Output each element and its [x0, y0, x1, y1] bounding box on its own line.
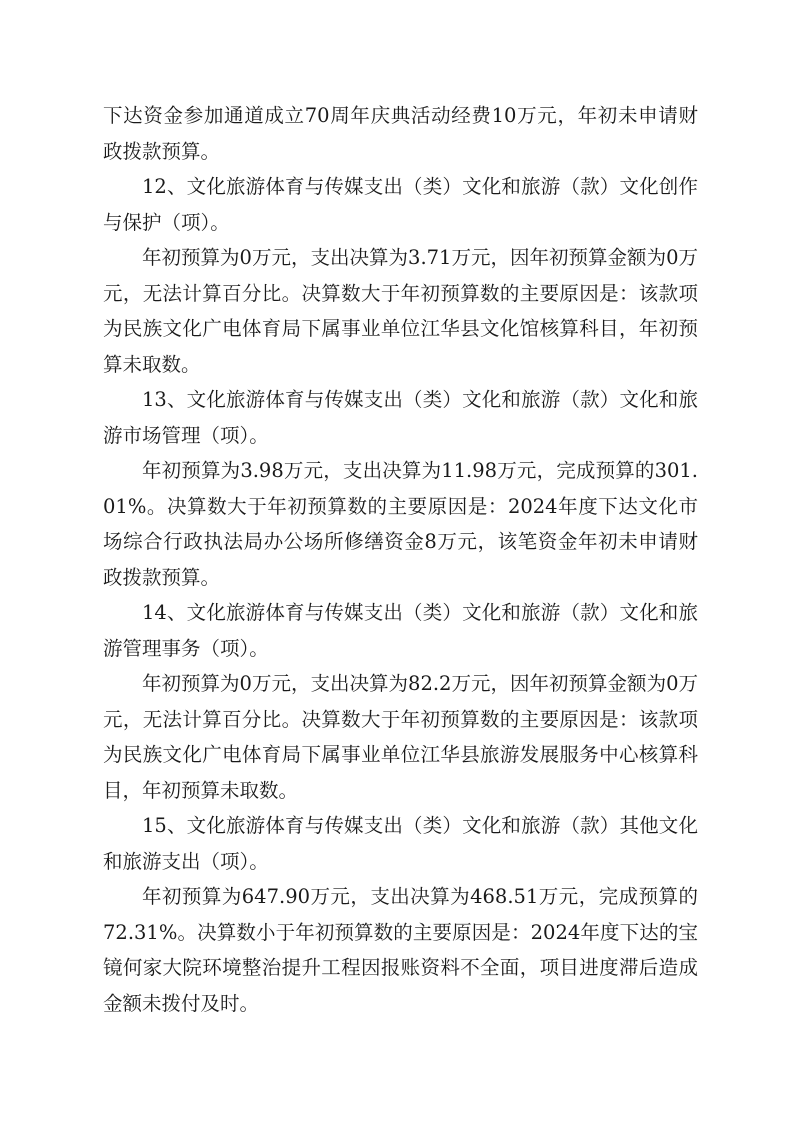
- item-14-body: 年初预算为0万元，支出决算为82.2万元，因年初预算金额为0万元，无法计算百分比。决算数大于年初预算数的主要原因是：该款项为民族文化广电体育局下属事业单位江华县旅游发展服务中心核算科目，年初预算未取数。: [103, 672, 698, 802]
- item-13-heading: 13、文化旅游体育与传媒支出（类）文化和旅游（款）文化和旅游市场管理（项）。: [103, 388, 698, 447]
- item-15-body: 年初预算为647.90万元，支出决算为468.51万元，完成预算的72.31%。决算数小于年初预算数的主要原因是：2024年度下达的宝镜何家大院环境整治提升工程因报账资料不全面，项目进度滞后造成金额未拨付及时。: [103, 885, 698, 1015]
- item-12-body: 年初预算为0万元，支出决算为3.71万元，因年初预算金额为0万元，无法计算百分比。决算数大于年初预算数的主要原因是：该款项为民族文化广电体育局下属事业单位江华县文化馆核算科目，年初预算未取数。: [103, 246, 698, 376]
- item-12-heading: 12、文化旅游体育与传媒支出（类）文化和旅游（款）文化创作与保护（项）。: [103, 175, 698, 234]
- item-15-heading: 15、文化旅游体育与传媒支出（类）文化和旅游（款）其他文化和旅游支出（项）。: [103, 814, 698, 873]
- paragraph-continuation: 下达资金参加通道成立70周年庆典活动经费10万元，年初未申请财政拨款预算。: [103, 104, 698, 163]
- item-13-body: 年初预算为3.98万元，支出决算为11.98万元，完成预算的301.01%。决算数大于年初预算数的主要原因是：2024年度下达文化市场综合行政执法局办公场所修缮资金8万元，该笔资金年初未申请财政拨款预算。: [103, 459, 698, 589]
- item-14-heading: 14、文化旅游体育与传媒支出（类）文化和旅游（款）文化和旅游管理事务（项）。: [103, 601, 698, 660]
